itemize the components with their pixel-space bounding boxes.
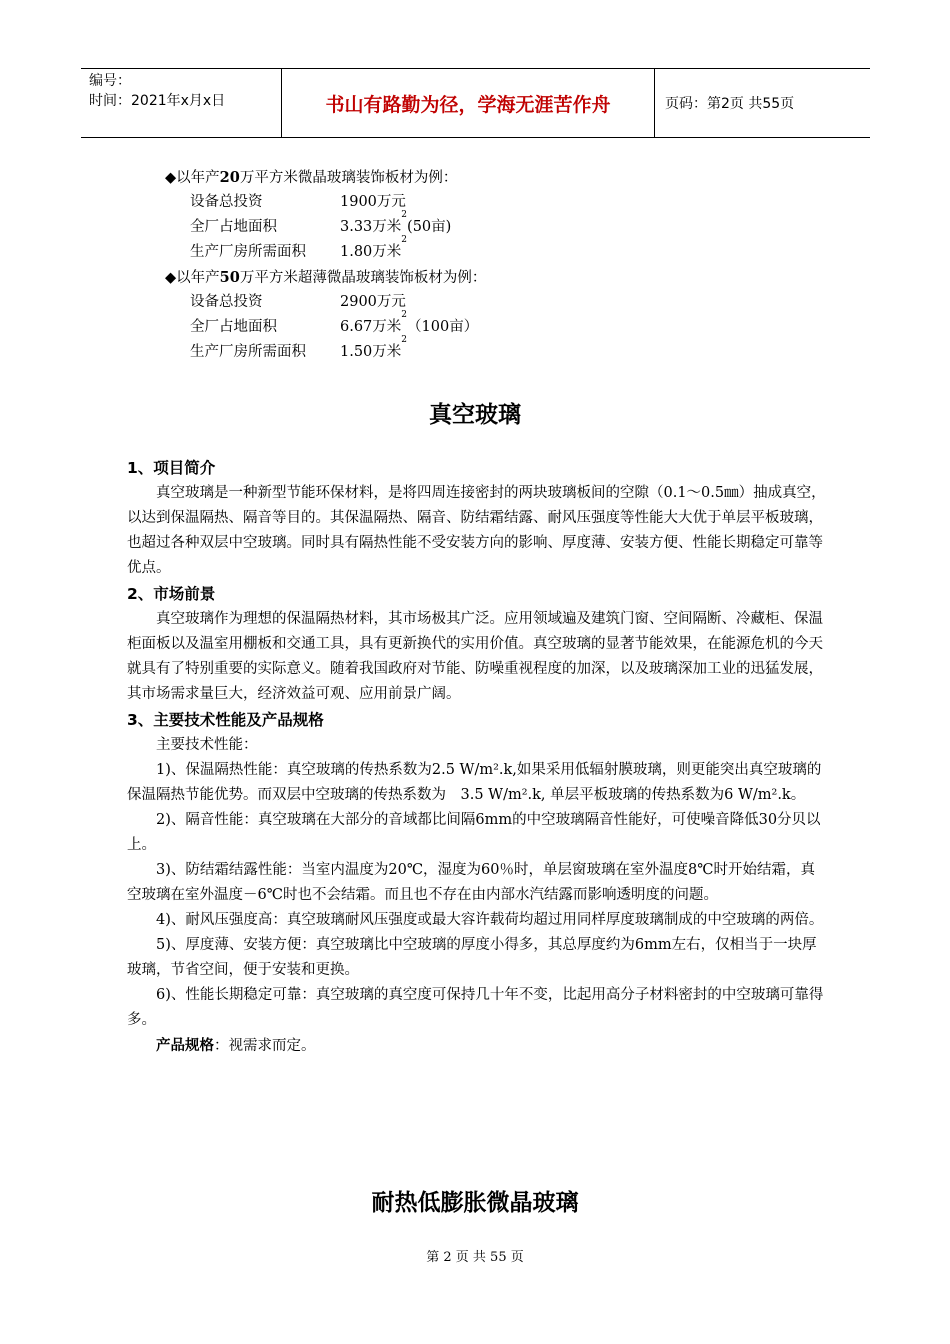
spec-bullet-1: ◆以年产20万平方米微晶玻璃装饰板材为例： (165, 169, 458, 186)
product-spec: 产品规格：视需求而定。 (156, 1037, 316, 1054)
tech-item: 4)、耐风压强度高：真空玻璃耐风压强度或最大容许载荷均超过用同样厚度玻璃制成的中空玻璃的两倍。 (156, 912, 824, 928)
header-page-info: 页码：第2页 共55页 (665, 96, 795, 112)
spec-row: 设备总投资 1900万元 (190, 194, 406, 210)
tech-subheading: 主要技术性能： (156, 737, 258, 753)
spec-bullet-2: ◆以年产50万平方米超薄微晶玻璃装饰板材为例： (165, 269, 487, 286)
section-heading-1: 1、项目简介 (127, 459, 216, 477)
page-header (81, 68, 870, 138)
spec-row: 生产厂房所需面积 1.80万米 2 (190, 235, 408, 260)
tech-item: 2)、隔音性能：真空玻璃在大部分的音域都比间隔6mm的中空玻璃隔音性能好，可使噪音降低30分贝以上。 (127, 812, 821, 853)
time-label: 时间：2021年x月x日 (89, 93, 226, 109)
code-label: 编号： (89, 73, 131, 89)
page-footer: 第 2 页 共 55 页 (426, 1250, 524, 1265)
tech-item: 3)、防结霜结露性能：当室内温度为20℃，湿度为60％时，单层窗玻璃在室外温度8℃时开始结霜，真空玻璃在室外温度－6℃时也不会结霜。而且也不存在由内部水汽结露而影响透明度的问题。 (127, 862, 815, 903)
spec-section (127, 165, 827, 365)
tech-item: 1)、保温隔热性能：真空玻璃的传热系数为2.5 W/m².k,如果采用低辐射膜玻璃，则更能突出真空玻璃的保温隔热节能优势。而双层中空玻璃的传热系数为 3.5 W/m².k, 单层平板玻璃的传热系数为6 W/m².k。 (127, 762, 822, 803)
section-heading-3: 3、主要技术性能及产品规格 (127, 711, 324, 729)
header-motto: 书山有路勤为径，学海无涯苦作舟 (282, 69, 655, 137)
product-spec-label: 产品规格 (156, 1037, 214, 1054)
spec-row: 设备总投资 2900万元 (190, 294, 406, 310)
title-heat-resistant-glass: 耐热低膨胀微晶玻璃 (371, 1190, 579, 1216)
section-text-1: 真空玻璃是一种新型节能环保材料，是将四周连接密封的两块玻璃板间的空隙（0.1～0.5㎜）抽成真空，以达到保温隔热、隔音等目的。其保温隔热、隔音、防结霜结露、耐风压强度等性能大大优于单层平板玻璃，也超过各种双层中空玻璃。同时具有隔热性能不受安装方向的影响、厚度薄、安装方便、性能长期稳定可靠等优点。 (127, 485, 826, 576)
spec-row: 全厂占地面积 6.67万米 2 （100亩） (190, 310, 479, 335)
title-vacuum-glass: 真空玻璃 (429, 402, 521, 428)
tech-item: 6)、性能长期稳定可靠：真空玻璃的真空度可保持几十年不变，比起用高分子材料密封的中空玻璃可靠得多。 (127, 987, 824, 1028)
section-heading-2: 2、市场前景 (127, 585, 216, 603)
tech-item: 5)、厚度薄、安装方便：真空玻璃比中空玻璃的厚度小得多，其总厚度约为6mm左右，仅相当于一块厚玻璃，节省空间，便于安装和更换。 (127, 937, 817, 978)
spec-row: 生产厂房所需面积 1.50万米 2 (190, 335, 408, 360)
section-text-2: 真空玻璃作为理想的保温隔热材料，其市场极其广泛。应用领域遍及建筑门窗、空间隔断、冷藏柜、保温柜面板以及温室用棚板和交通工具，具有更新换代的实用价值。真空玻璃的显著节能效果，在能源危机的今天就具有了特别重要的实际意义。随着我国政府对节能、防噪重视程度的加深，以及玻璃深加工业的迅猛发展，其市场需求量巨大，经济效益可观、应用前景广阔。 (127, 611, 823, 702)
spec-row: 全厂占地面积 3.33万米 2 (50亩) (190, 210, 452, 235)
article-body (127, 455, 827, 1059)
header-meta (81, 69, 282, 137)
